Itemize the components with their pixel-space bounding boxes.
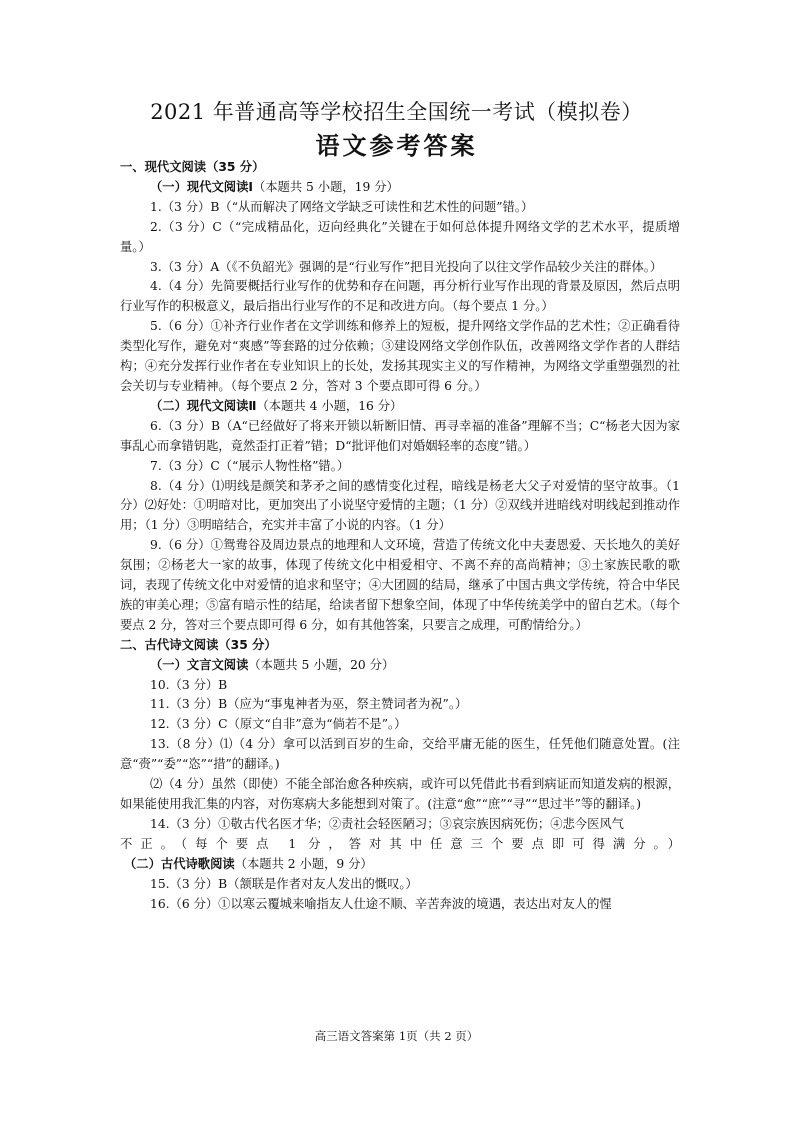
answer-item: 6.（3 分）B（A“已经做好了将来开锁以斩断旧情、再寻幸福的准备”理解不当；C“杨老大因为家事乱心而拿错钥匙，竟然歪打正着”错；D“批评他们对婚姻轻率的态度”错。） <box>120 418 680 453</box>
subsection-heading <box>120 397 680 417</box>
page-footer: 高三语文答案第 1页（共 2 页） <box>314 1029 479 1043</box>
subsection-label: （二）古代诗歌阅读 <box>124 856 235 871</box>
answer-item: ⑵（4 分）虽然（即使）不能全部治愈各种疾病，或许可以凭借此书看到病证而知道发病的根源，如果能使用我汇集的内容，对伤寒病大多能想到对策了。(注意“愈”“庶”“寻”“思过半”等的翻译。) <box>120 777 681 811</box>
answer-key-title: 语文参考答案 <box>315 131 478 160</box>
answer-body <box>120 158 680 914</box>
answer-item: 3.（3 分）A（《不负韶光》强调的是“行业写作”把目光投向了以往文学作品较少关注的群体。） <box>150 259 663 274</box>
subsection-note: （本题共 2 小题，9 分） <box>234 856 373 871</box>
answer-item: 7.（3 分）C（“展示人物性格”错。） <box>150 458 350 473</box>
subsection-note: （本题共 4 小题，16 分） <box>256 398 403 413</box>
answer-item: 1.（3 分）B（“从而解决了网络文学缺乏可读性和艺术性的问题”错。） <box>150 199 534 214</box>
answer-item: 4.（4 分）先简要概括行业写作的优势和存在问题，再分析行业写作出现的背景及原因，然后点明行业写作的积极意义，最后指出行业写作的不足和改进方向。（每个要点 1 分。） <box>120 279 680 314</box>
subsection-heading <box>120 178 680 198</box>
subsection-heading <box>120 656 680 676</box>
answer-item-continuation: 不正。（每个要点 1 分，答对其中任意三个要点即可得满分。） <box>120 836 680 851</box>
section-heading-classical-reading: 二、古代诗文阅读（35 分） <box>120 637 277 652</box>
answer-item: 13.（8 分）⑴（4 分）拿可以活到百岁的生命，交给平庸无能的医生，任凭他们随意处置。(注意“赍”“委”“恣”“措”的翻译。) <box>120 737 680 772</box>
subsection-heading <box>120 855 680 875</box>
subsection-label: （一）文言文阅读 <box>150 657 249 672</box>
answer-item: 10.（3 分）B <box>150 677 228 692</box>
answer-item: 2.（3 分）C（“完成精品化，迈向经典化”关键在于如何总体提升网络文学的艺术水平，提质增量。） <box>120 219 680 254</box>
answer-item: 8.（4 分）⑴明线是颜笑和茅矛之间的感情变化过程，暗线是杨老大父子对爱情的坚守故事。（1 分）⑵好处：①明暗对比，更加突出了小说坚守爱情的主题；（1 分）②双线并进暗线对明线起到推动作用；（1 分）③明暗结合，充实并丰富了小说的内容。（1 分） <box>120 478 680 533</box>
answer-item: 12.（3 分）C（原文“自非”意为“倘若不是”。） <box>150 717 407 732</box>
answer-item: 15.（3 分）B（颔联是作者对友人发出的慨叹。） <box>150 876 418 891</box>
answer-item: 14.（3 分）①敬古代名医才华；②责社会轻医陋习；③哀宗族因病死伤；④悲今医风气 <box>150 816 624 831</box>
answer-item: 11.（3 分）B（应为“事鬼神者为巫，祭主赞词者为祝”。） <box>150 697 468 712</box>
subsection-note: （本题共 5 小题，20 分） <box>248 657 395 672</box>
answer-item: 5.（6 分）①补齐行业作者在文学训练和修养上的短板，提升网络文学作品的艺术性；②正确看待类型化写作，避免对“爽感”等套路的过分依赖；③建设网络文学创作队伍，改善网络文学作者的人群结构；④充分发挥行业作者在专业知识上的长处，发扬其现实主义的写作精神，为网络文学重塑强烈的社会关切与专业精神。（每个要点 2 分，答对 3 个要点即可得 6 分。） <box>120 319 680 393</box>
section-heading-modern-reading: 一、现代文阅读（35 分） <box>120 160 265 174</box>
subsection-label: （二）现代文阅读Ⅱ <box>150 398 257 413</box>
subsection-note: （本题共 5 小题，19 分） <box>252 179 399 194</box>
answer-item: 16.（6 分）①以寒云覆城来喻指友人仕途不顺、辛苦奔波的境遇，表达出对友人的惺 <box>150 896 612 911</box>
subsection-label: （一）现代文阅读Ⅰ <box>150 179 253 194</box>
answer-item: 9.（6 分）①鸳鸯谷及周边景点的地理和人文环境，营造了传统文化中夫妻恩爱、天长地久的美好氛围；②杨老大一家的故事，体现了传统文化中相爱相守、不离不弃的高尚精神；③土家族民歌的歌词，表现了传统文化中对爱情的追求和坚守；④大团圆的结局，继承了中国古典文学传统，符合中华民族的审美心理；⑤富有暗示性的结尾，给读者留下想象空间，体现了中华传统美学中的留白艺术。（每个要点 2 分，答对三个要点即可得 6 分，如有其他答案，只要言之成理，可酌情给分。） <box>120 538 680 632</box>
exam-title: 2021 年普通高等学校招生全国统一考试（模拟卷） <box>150 100 643 124</box>
